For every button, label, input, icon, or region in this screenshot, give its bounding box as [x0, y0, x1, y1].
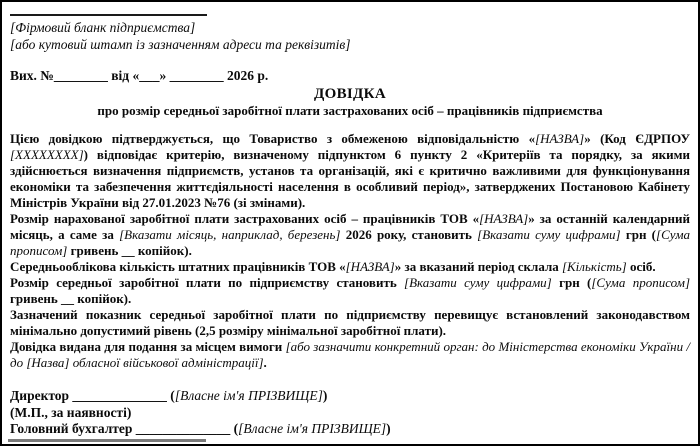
- text-run: 2026 року, становить: [340, 227, 478, 242]
- own-name-placeholder: [Власне ім'я ПРІЗВИЩЕ]: [174, 388, 323, 403]
- seal-note-line: (М.П., за наявності): [10, 404, 132, 420]
- text-run: Довідка видана для подання за місцем вимоги: [10, 339, 286, 354]
- paragraph-accrued-salary: [10, 211, 690, 259]
- text-run: гривень __ копійок).: [10, 291, 132, 306]
- text-run: гривень __ копійок).: [67, 243, 192, 258]
- company-name-placeholder: [НАЗВА]: [345, 259, 395, 274]
- company-name-placeholder: [НАЗВА]: [535, 131, 585, 146]
- outgoing-number-date-line: Вих. №________ від «___» ________ 2026 р.: [10, 68, 269, 83]
- text-run: ): [322, 388, 328, 403]
- document-subtitle: про розмір середньої заробітної плати застрахованих осіб – працівників підприємства: [97, 103, 603, 118]
- text-run: грн (: [620, 227, 657, 242]
- text-run: Зазначений показник середньої заробітної плати по підприємству перевищує встановлений законодавством мінімально допустимий рівень (2,5 розміру мінімальної заробітної плати).: [10, 307, 690, 338]
- paragraph-minimum-level: [10, 307, 690, 339]
- text-run: » за вказаний період склала: [394, 259, 562, 274]
- signature-block: [10, 388, 690, 438]
- authority-placeholder: [або зазначити конкретний орган: до Міністерства економіки України / до [Назва] обласної військової адміністрації]: [10, 339, 690, 370]
- letterhead-top-rule: [10, 14, 207, 16]
- letterhead-placeholder-line-1: [Фірмовий бланк підприємства]: [10, 20, 196, 35]
- text-run: Середньооблікова кількість штатних працівників ТОВ «: [10, 259, 346, 274]
- bottom-rule: [8, 439, 206, 442]
- headcount-placeholder: [Кількість]: [561, 259, 627, 274]
- paragraph-average-headcount: [10, 259, 690, 275]
- text-run: Розмір нарахованої заробітної плати застрахованих осіб – працівників ТОВ «: [10, 211, 480, 226]
- chief-accountant-signature-line: [10, 421, 690, 438]
- text-run: грн (: [551, 275, 592, 290]
- text-run: ) відповідає критерію, визначеному підпунктом 6 пункту 2 «Критеріїв та порядку, за якими здійснюється визначення підприємств, установ та організацій, які є критично важливими для функціонування економіки та забезпечення життєдіяльності населення в особливий період», затверджених Постановою Кабінету Міністрів України від 27.01.2023 №76 (зі змінами).: [10, 147, 690, 210]
- paragraph-criterion-confirmation: [10, 131, 690, 211]
- letterhead-placeholder-line-2: [або кутовий штамп із зазначенням адреси та реквізитів]: [10, 37, 351, 52]
- own-name-placeholder: [Власне ім'я ПРІЗВИЩЕ]: [238, 421, 387, 436]
- month-placeholder: [Вказати місяць, наприклад, березень]: [119, 227, 341, 242]
- paragraph-issued-for: [10, 339, 690, 371]
- director-label: Директор ______________ (: [10, 388, 175, 403]
- company-name-placeholder: [НАЗВА]: [479, 211, 529, 226]
- sum-digits-placeholder: [Вказати суму цифрами]: [404, 275, 552, 290]
- document-title: ДОВІДКА: [314, 86, 386, 102]
- paragraph-average-salary: [10, 275, 690, 307]
- text-run: Цією довідкою підтверджується, що Товариство з обмеженою відповідальністю «: [10, 131, 536, 146]
- text-run: » (Код ЄДРПОУ: [584, 131, 691, 146]
- text-run: .: [263, 355, 267, 370]
- sum-digits-placeholder: [Вказати суму цифрами]: [477, 227, 621, 242]
- text-run: ): [386, 421, 391, 436]
- text-run: Розмір середньої заробітної плати по підприємству становить: [10, 275, 405, 290]
- accountant-label: Головний бухгалтер ______________ (: [10, 421, 239, 436]
- document-body: [10, 131, 690, 371]
- sum-words-placeholder: [Сума прописом]: [10, 227, 690, 258]
- edrpou-code-placeholder: [XXXXXXXX]: [10, 147, 84, 162]
- text-run: осіб.: [626, 259, 656, 274]
- director-signature-line: [10, 388, 690, 405]
- sum-words-placeholder: [Сума прописом]: [591, 275, 690, 290]
- text-run: » за останній календарний місяць, а саме за: [10, 211, 690, 242]
